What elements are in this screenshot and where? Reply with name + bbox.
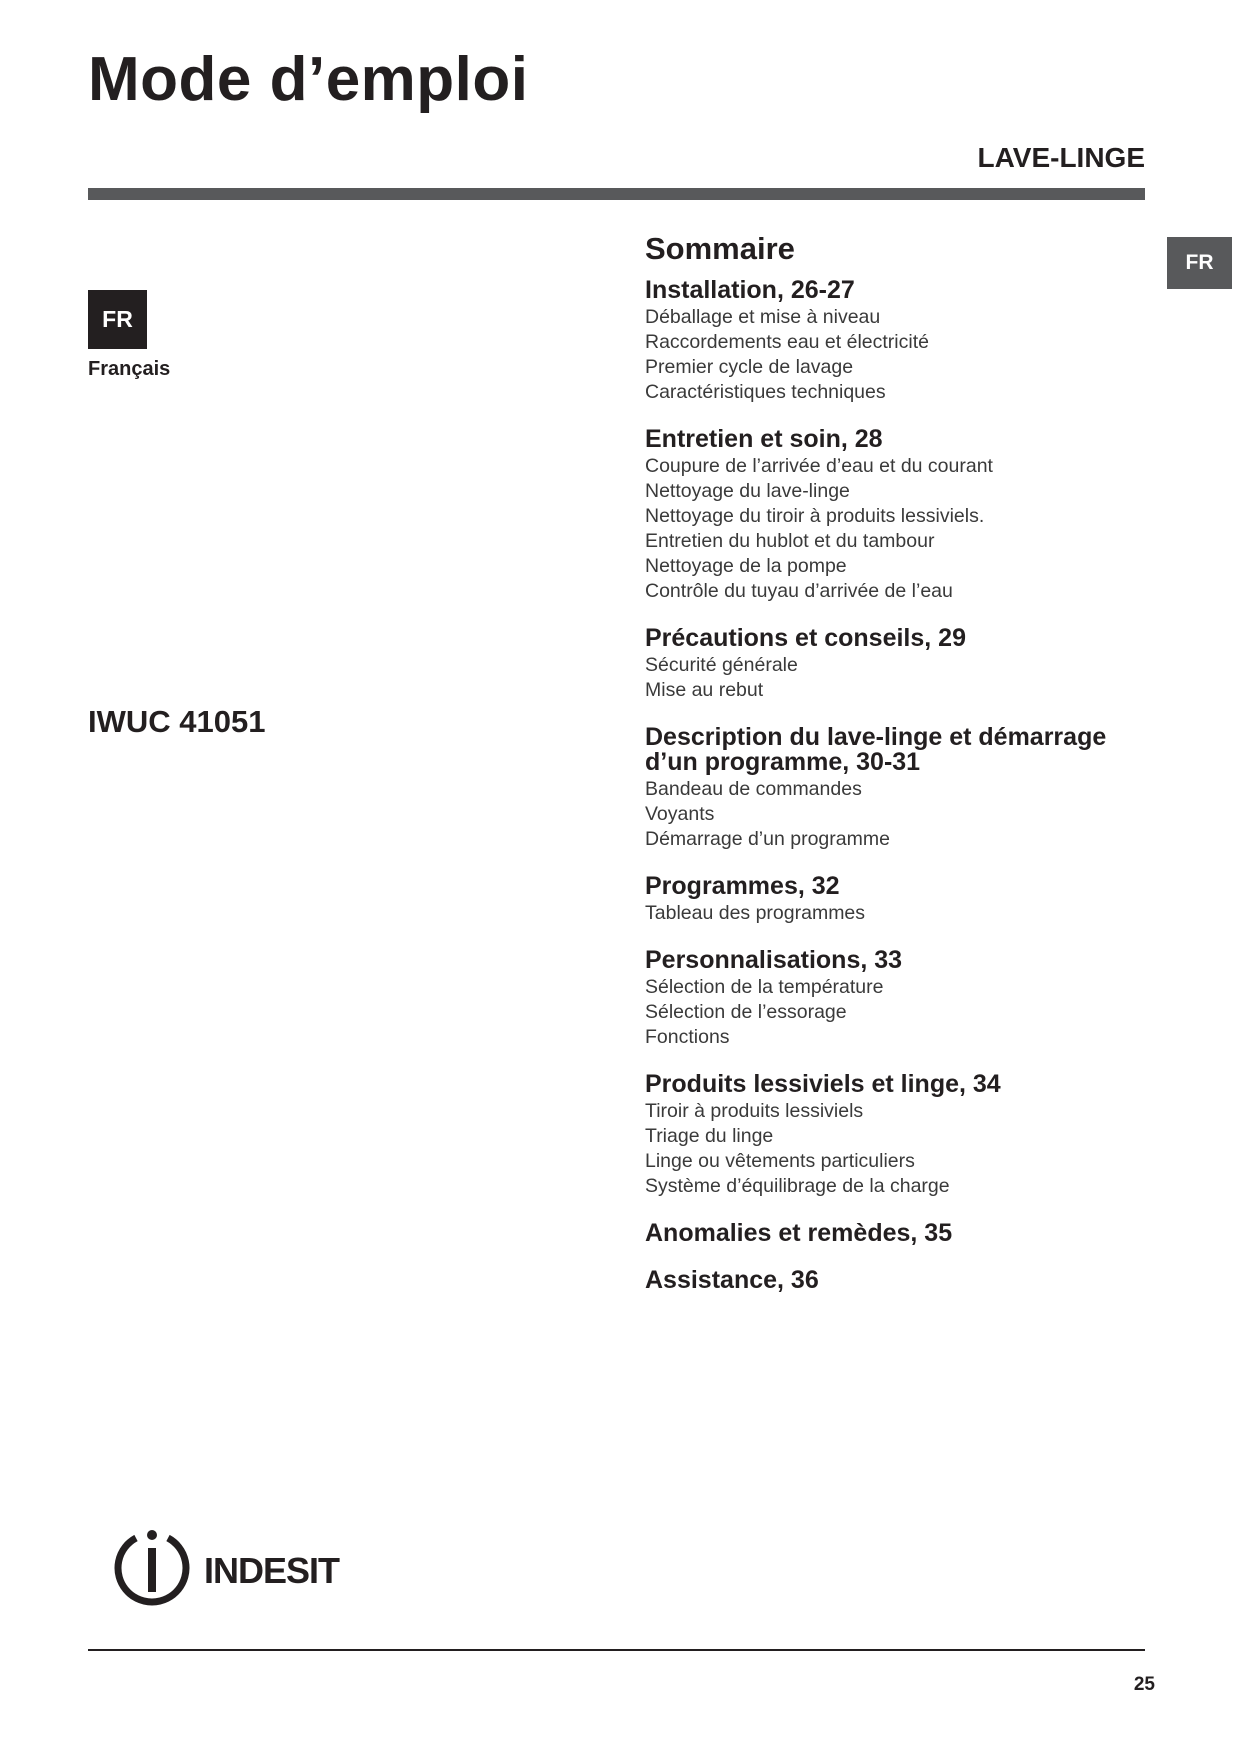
- toc-section-title: Entretien et soin, 28: [645, 425, 883, 453]
- toc-item: Triage du linge: [645, 1125, 774, 1147]
- toc-item: Premier cycle de lavage: [645, 356, 854, 378]
- toc-item: Entretien du hublot et du tambour: [645, 530, 935, 552]
- toc-section: [645, 1072, 1145, 1199]
- toc-section: [645, 874, 1145, 926]
- document-title: Mode d’emploi: [88, 45, 529, 114]
- brand-logo: [110, 1524, 339, 1608]
- toc-item-list: [645, 454, 1145, 604]
- toc-item-list: [645, 777, 1145, 852]
- toc-section: [645, 427, 1145, 604]
- toc-section: [645, 1221, 1145, 1246]
- toc-item: Mise au rebut: [645, 679, 764, 701]
- toc-section: [645, 626, 1145, 703]
- toc-item-list: [645, 975, 1145, 1050]
- toc-item: Contrôle du tuyau d’arrivée de l’eau: [645, 580, 953, 602]
- toc-section: [645, 948, 1145, 1050]
- toc-item: Nettoyage du tiroir à produits lessiviels.: [645, 505, 985, 527]
- toc-item: Déballage et mise à niveau: [645, 306, 881, 328]
- toc-item: Bandeau de commandes: [645, 778, 862, 800]
- toc-item: Raccordements eau et électricité: [645, 331, 929, 353]
- brand-name: indesit: [204, 1537, 340, 1595]
- toc-section: [645, 1268, 1145, 1293]
- toc-item: Sélection de la température: [645, 976, 884, 998]
- footer-rule: [88, 1649, 1145, 1651]
- toc-item: Tiroir à produits lessiviels: [645, 1100, 864, 1122]
- language-side-tab: FR: [1167, 237, 1232, 289]
- toc-item: Sélection de l’essorage: [645, 1001, 847, 1023]
- page-number: 25: [1133, 1674, 1155, 1695]
- toc-item: Voyants: [645, 803, 715, 825]
- toc-section-title: Anomalies et remèdes, 35: [645, 1219, 953, 1247]
- indesit-power-icon: [110, 1524, 194, 1608]
- toc-heading: Sommaire: [645, 231, 795, 266]
- toc-section-title: Assistance, 36: [645, 1266, 819, 1294]
- toc-section: [645, 725, 1145, 852]
- toc-item-list: [645, 653, 1145, 703]
- toc-item: Sécurité générale: [645, 654, 798, 676]
- toc-item: Système d’équilibrage de la charge: [645, 1175, 950, 1197]
- toc-section: [645, 278, 1145, 405]
- toc-section-title: Personnalisations, 33: [645, 946, 903, 974]
- toc-section-title: Description du lave-linge et démarrage d’un programme, 30-31: [645, 723, 1107, 776]
- product-type: LAVE-LINGE: [977, 142, 1145, 173]
- toc-item: Nettoyage de la pompe: [645, 555, 847, 577]
- toc-item: Nettoyage du lave-linge: [645, 480, 850, 502]
- toc-item: Démarrage d’un programme: [645, 828, 890, 850]
- toc-item-list: [645, 305, 1145, 405]
- toc-item: Coupure de l’arrivée d’eau et du courant: [645, 455, 993, 477]
- toc-item-list: [645, 1099, 1145, 1199]
- toc-section-title: Programmes, 32: [645, 872, 840, 900]
- header-rule: [88, 188, 1145, 200]
- toc-item-list: [645, 901, 1145, 926]
- toc-section-title: Installation, 26-27: [645, 276, 855, 304]
- toc-section-title: Précautions et conseils, 29: [645, 624, 966, 652]
- toc-sections: [645, 278, 1145, 1293]
- model-number: IWUC 41051: [88, 704, 266, 739]
- toc-item: Linge ou vêtements particuliers: [645, 1150, 915, 1172]
- toc-section-title: Produits lessiviels et linge, 34: [645, 1070, 1001, 1098]
- table-of-contents: [645, 228, 1145, 1315]
- toc-item: Fonctions: [645, 1026, 730, 1048]
- toc-item: Tableau des programmes: [645, 902, 866, 924]
- toc-item: Caractéristiques techniques: [645, 381, 886, 403]
- language-name: Français: [88, 358, 171, 380]
- language-badge: FR: [88, 290, 147, 349]
